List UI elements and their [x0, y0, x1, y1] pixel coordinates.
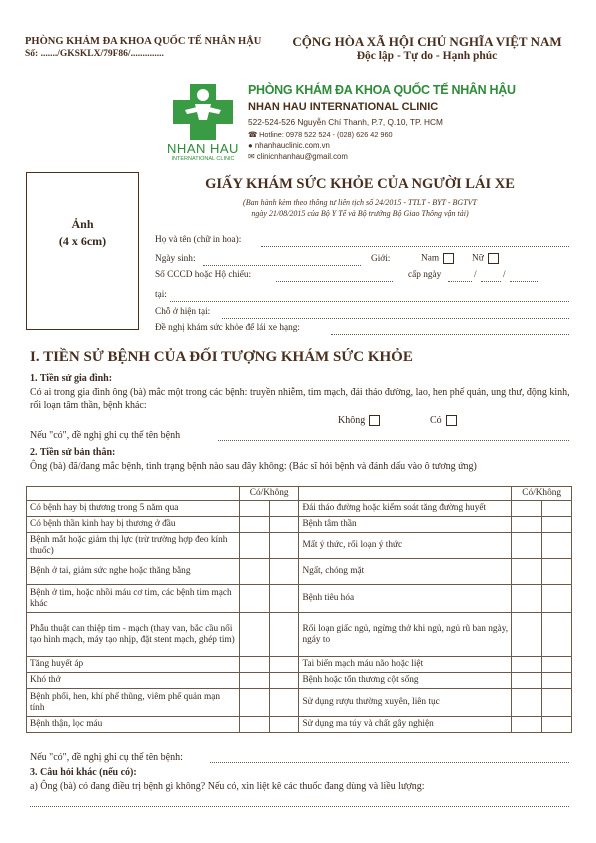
header-yes-no-left: Có/Không [239, 487, 299, 501]
field-place-label: tại: [155, 290, 167, 300]
row-left-label: Khó thở [27, 673, 240, 689]
row-left-label: Có bệnh hay bị thương trong 5 năm qua [27, 501, 240, 517]
row-left-yes[interactable] [239, 689, 269, 717]
row-right-no[interactable] [542, 559, 572, 585]
row-right-yes[interactable] [512, 501, 542, 517]
row-right-yes[interactable] [512, 657, 542, 673]
table-row [27, 613, 572, 657]
row-right-label: Tai biến mạch máu não hoặc liệt [299, 657, 512, 673]
field-dob-label: Ngày sinh: [155, 254, 196, 264]
row-right-label: Sử dụng rượu thường xuyên, liên tục [299, 689, 512, 717]
row-left-no[interactable] [269, 533, 299, 559]
photo-label: Ảnh [71, 217, 94, 231]
field-license-label: Đề nghị khám sức khỏe để lái xe hạng: [155, 323, 300, 333]
family-if-yes-label: Nếu "có", đề nghị ghi cụ thể tên bệnh [30, 430, 181, 441]
table-row [27, 517, 572, 533]
family-no[interactable] [338, 415, 380, 426]
personal-history-title: 2. Tiền sử bản thân: [30, 447, 116, 458]
photo-size: (4 x 6cm) [58, 234, 107, 248]
table-row [27, 717, 572, 733]
form-subtitle-2: ngày 21/08/2015 của Bộ Y Tế và Bộ trưởng Bộ Giao Thông vận tải) [251, 209, 469, 218]
row-right-yes[interactable] [512, 673, 542, 689]
row-right-no[interactable] [542, 517, 572, 533]
logo-title-en: NHAN HAU INTERNATIONAL CLINIC [248, 101, 439, 113]
field-issue-label: cấp ngày [408, 270, 442, 280]
row-left-no[interactable] [269, 613, 299, 657]
section-1-title: I. TIỀN SỬ BỆNH CỦA ĐỐI TƯỢNG KHÁM SỨC KHỎE [30, 349, 413, 365]
document-number: Số: ......./GKSKLX/79F86/.............. [25, 49, 164, 59]
row-left-label: Bệnh ở tim, hoặc nhồi máu cơ tim, các bệnh tim mạch khác [27, 585, 240, 613]
row-left-yes[interactable] [239, 673, 269, 689]
row-left-yes[interactable] [239, 585, 269, 613]
field-issue-day[interactable] [448, 281, 472, 282]
table-row [27, 533, 572, 559]
row-right-label: Bệnh tiêu hóa [299, 585, 512, 613]
mail-icon: ✉ [248, 152, 257, 161]
hotline-text: Hotline: 0978 522 524 - (028) 626 42 960 [259, 130, 393, 139]
row-left-no[interactable] [269, 517, 299, 533]
form-title: GIẤY KHÁM SỨC KHỎE CỦA NGƯỜI LÁI XE [205, 176, 515, 192]
row-right-label: Rối loạn giấc ngủ, ngừng thở khi ngủ, ngủ rũ ban ngày, ngáy to [299, 613, 512, 657]
row-left-no[interactable] [269, 689, 299, 717]
history-table [26, 486, 572, 733]
family-history-text: Có ai trong gia đình ông (bà) mắc một trong các bệnh: truyền nhiễm, tim mạch, đái tháo đường, lao, hen phế quản, ung thư, động kinh, rối loạn tâm thần, bệnh khác: [30, 387, 570, 411]
other-answer-line-1[interactable] [30, 806, 569, 807]
family-no-checkbox[interactable] [369, 415, 380, 426]
header-yes-no-right: Có/Không [512, 487, 572, 501]
field-id-input[interactable] [276, 281, 393, 282]
row-left-yes[interactable] [239, 533, 269, 559]
logo-name: NHAN HAU [167, 141, 239, 156]
row-right-no[interactable] [542, 689, 572, 717]
row-left-no[interactable] [269, 657, 299, 673]
row-left-yes[interactable] [239, 613, 269, 657]
logo-hotline [248, 130, 393, 139]
personal-if-yes-label: Nếu "có", đề nghị ghi cụ thể tên bệnh: [30, 752, 183, 763]
logo-address: 522-524-526 Nguyễn Chí Thanh, P.7, Q.10, TP. HCM [248, 117, 443, 127]
field-id-label: Số CCCD hoặc Hộ chiếu: [155, 270, 252, 280]
row-right-label: Mất ý thức, rối loạn ý thức [299, 533, 512, 559]
header-empty-right [299, 487, 512, 501]
form-subtitle-1: (Ban hành kèm theo thông tư liên tịch số 24/2015 - TTLT - BYT - BGTVT [243, 198, 477, 207]
family-yes-label: Có [430, 415, 442, 426]
logo-website [248, 141, 330, 150]
row-right-no[interactable] [542, 501, 572, 517]
field-gender-label: Giới: [371, 254, 391, 264]
male-checkbox[interactable] [443, 253, 454, 264]
row-right-label: Bệnh tâm thần [299, 517, 512, 533]
row-right-no[interactable] [542, 673, 572, 689]
logo-title-vn: PHÒNG KHÁM ĐA KHOA QUỐC TẾ NHÂN HẬU [248, 83, 516, 97]
personal-history-text: Ông (bà) đã/đang mắc bệnh, tình trạng bệnh nào sau đây không: (Bác sĩ hỏi bệnh và đánh dấu vào ô tương ứng) [30, 461, 477, 472]
personal-if-yes-input[interactable] [210, 762, 569, 763]
table-row [27, 559, 572, 585]
clinic-name: PHÒNG KHÁM ĐA KHOA QUỐC TẾ NHÂN HẬU [25, 36, 262, 47]
phone-icon: ☎ [248, 130, 260, 139]
header-empty-left [27, 487, 240, 501]
table-row [27, 501, 572, 517]
row-right-no[interactable] [542, 613, 572, 657]
row-right-yes[interactable] [512, 689, 542, 717]
logo-cross-icon [163, 80, 243, 142]
clinic-logo [163, 80, 243, 162]
row-left-label: Phẫu thuật can thiệp tim - mạch (thay van, bắc cầu nối tạo hình mạch, máy tạo nhịp, đặt stent mạch, ghép tim) [27, 613, 240, 657]
row-left-no[interactable] [269, 559, 299, 585]
row-left-label: Có bệnh thần kinh hay bị thương ở đầu [27, 517, 240, 533]
logo-subname: INTERNATIONAL CLINIC [171, 156, 235, 162]
row-right-no[interactable] [542, 585, 572, 613]
row-left-yes[interactable] [239, 657, 269, 673]
gender-male-label: Nam [421, 253, 440, 264]
row-left-no[interactable] [269, 585, 299, 613]
field-dob-input[interactable] [203, 265, 361, 266]
family-yes[interactable] [430, 415, 457, 426]
field-license-input[interactable] [331, 334, 569, 335]
email-text[interactable]: clinicnhanhau@gmail.com [256, 152, 348, 161]
field-address-input[interactable] [222, 318, 569, 319]
row-right-no[interactable] [542, 533, 572, 559]
row-left-no[interactable] [269, 717, 299, 733]
row-left-no[interactable] [269, 673, 299, 689]
row-left-label: Bệnh ở tai, giảm sức nghe hoặc thăng bằng [27, 559, 240, 585]
row-left-label: Tăng huyết áp [27, 657, 240, 673]
row-left-label: Bệnh thận, lọc máu [27, 717, 240, 733]
table-row [27, 585, 572, 613]
nation-title: CỘNG HÒA XÃ HỘI CHỦ NGHĨA VIỆT NAM [292, 34, 562, 49]
row-left-no[interactable] [269, 501, 299, 517]
table-row [27, 657, 572, 673]
row-left-yes[interactable] [239, 517, 269, 533]
row-right-label: Ngất, chóng mặt [299, 559, 512, 585]
table-header-row [27, 487, 572, 501]
row-left-yes[interactable] [239, 559, 269, 585]
row-left-yes[interactable] [239, 501, 269, 517]
field-name-label: Họ và tên (chữ in hoa): [155, 235, 242, 245]
row-right-label: Đái tháo đường hoặc kiểm soát tăng đường huyết [299, 501, 512, 517]
gender-female-label: Nữ [472, 253, 484, 264]
row-right-yes[interactable] [512, 717, 542, 733]
row-right-yes[interactable] [512, 559, 542, 585]
field-place-input[interactable] [170, 301, 569, 302]
family-no-label: Không [338, 415, 366, 426]
female-checkbox[interactable] [488, 253, 499, 264]
table-row [27, 673, 572, 689]
field-name-input[interactable] [261, 246, 569, 247]
gender-female[interactable] [472, 253, 499, 264]
photo-box [26, 172, 139, 330]
row-right-label: Sử dụng ma túy và chất gây nghiện [299, 717, 512, 733]
logo-email [248, 152, 348, 161]
row-left-label: Bệnh mắt hoặc giảm thị lực (trừ trường hợp đeo kính thuốc) [27, 533, 240, 559]
row-right-label: Bệnh hoặc tổn thương cột sống [299, 673, 512, 689]
row-right-no[interactable] [542, 717, 572, 733]
row-right-yes[interactable] [512, 585, 542, 613]
field-issue-year[interactable] [510, 281, 538, 282]
issue-slash-1: / [474, 270, 477, 280]
family-if-yes-input[interactable] [218, 440, 569, 441]
other-question-a: a) Ông (bà) có đang điều trị bệnh gì không? Nếu có, xin liệt kê các thuốc đang dùng và liều lượng: [30, 781, 425, 792]
family-yes-checkbox[interactable] [446, 415, 457, 426]
table-row [27, 689, 572, 717]
field-issue-month[interactable] [481, 281, 501, 282]
family-history-title: 1. Tiền sử gia đình: [30, 373, 113, 384]
field-address-label: Chỗ ở hiện tại: [155, 307, 211, 317]
website-text[interactable]: nhanhauclinic.com.vn [254, 141, 330, 150]
issue-slash-2: / [503, 270, 506, 280]
globe-icon: ● [248, 141, 255, 150]
row-right-yes[interactable] [512, 533, 542, 559]
row-left-label: Bệnh phổi, hen, khí phế thũng, viêm phế quản mạn tính [27, 689, 240, 717]
row-right-no[interactable] [542, 657, 572, 673]
nation-motto: Độc lập - Tự do - Hạnh phúc [356, 50, 498, 62]
gender-male[interactable] [421, 253, 454, 264]
row-right-yes[interactable] [512, 517, 542, 533]
row-left-yes[interactable] [239, 717, 269, 733]
other-questions-title: 3. Câu hỏi khác (nếu có): [30, 767, 137, 778]
row-right-yes[interactable] [512, 613, 542, 657]
